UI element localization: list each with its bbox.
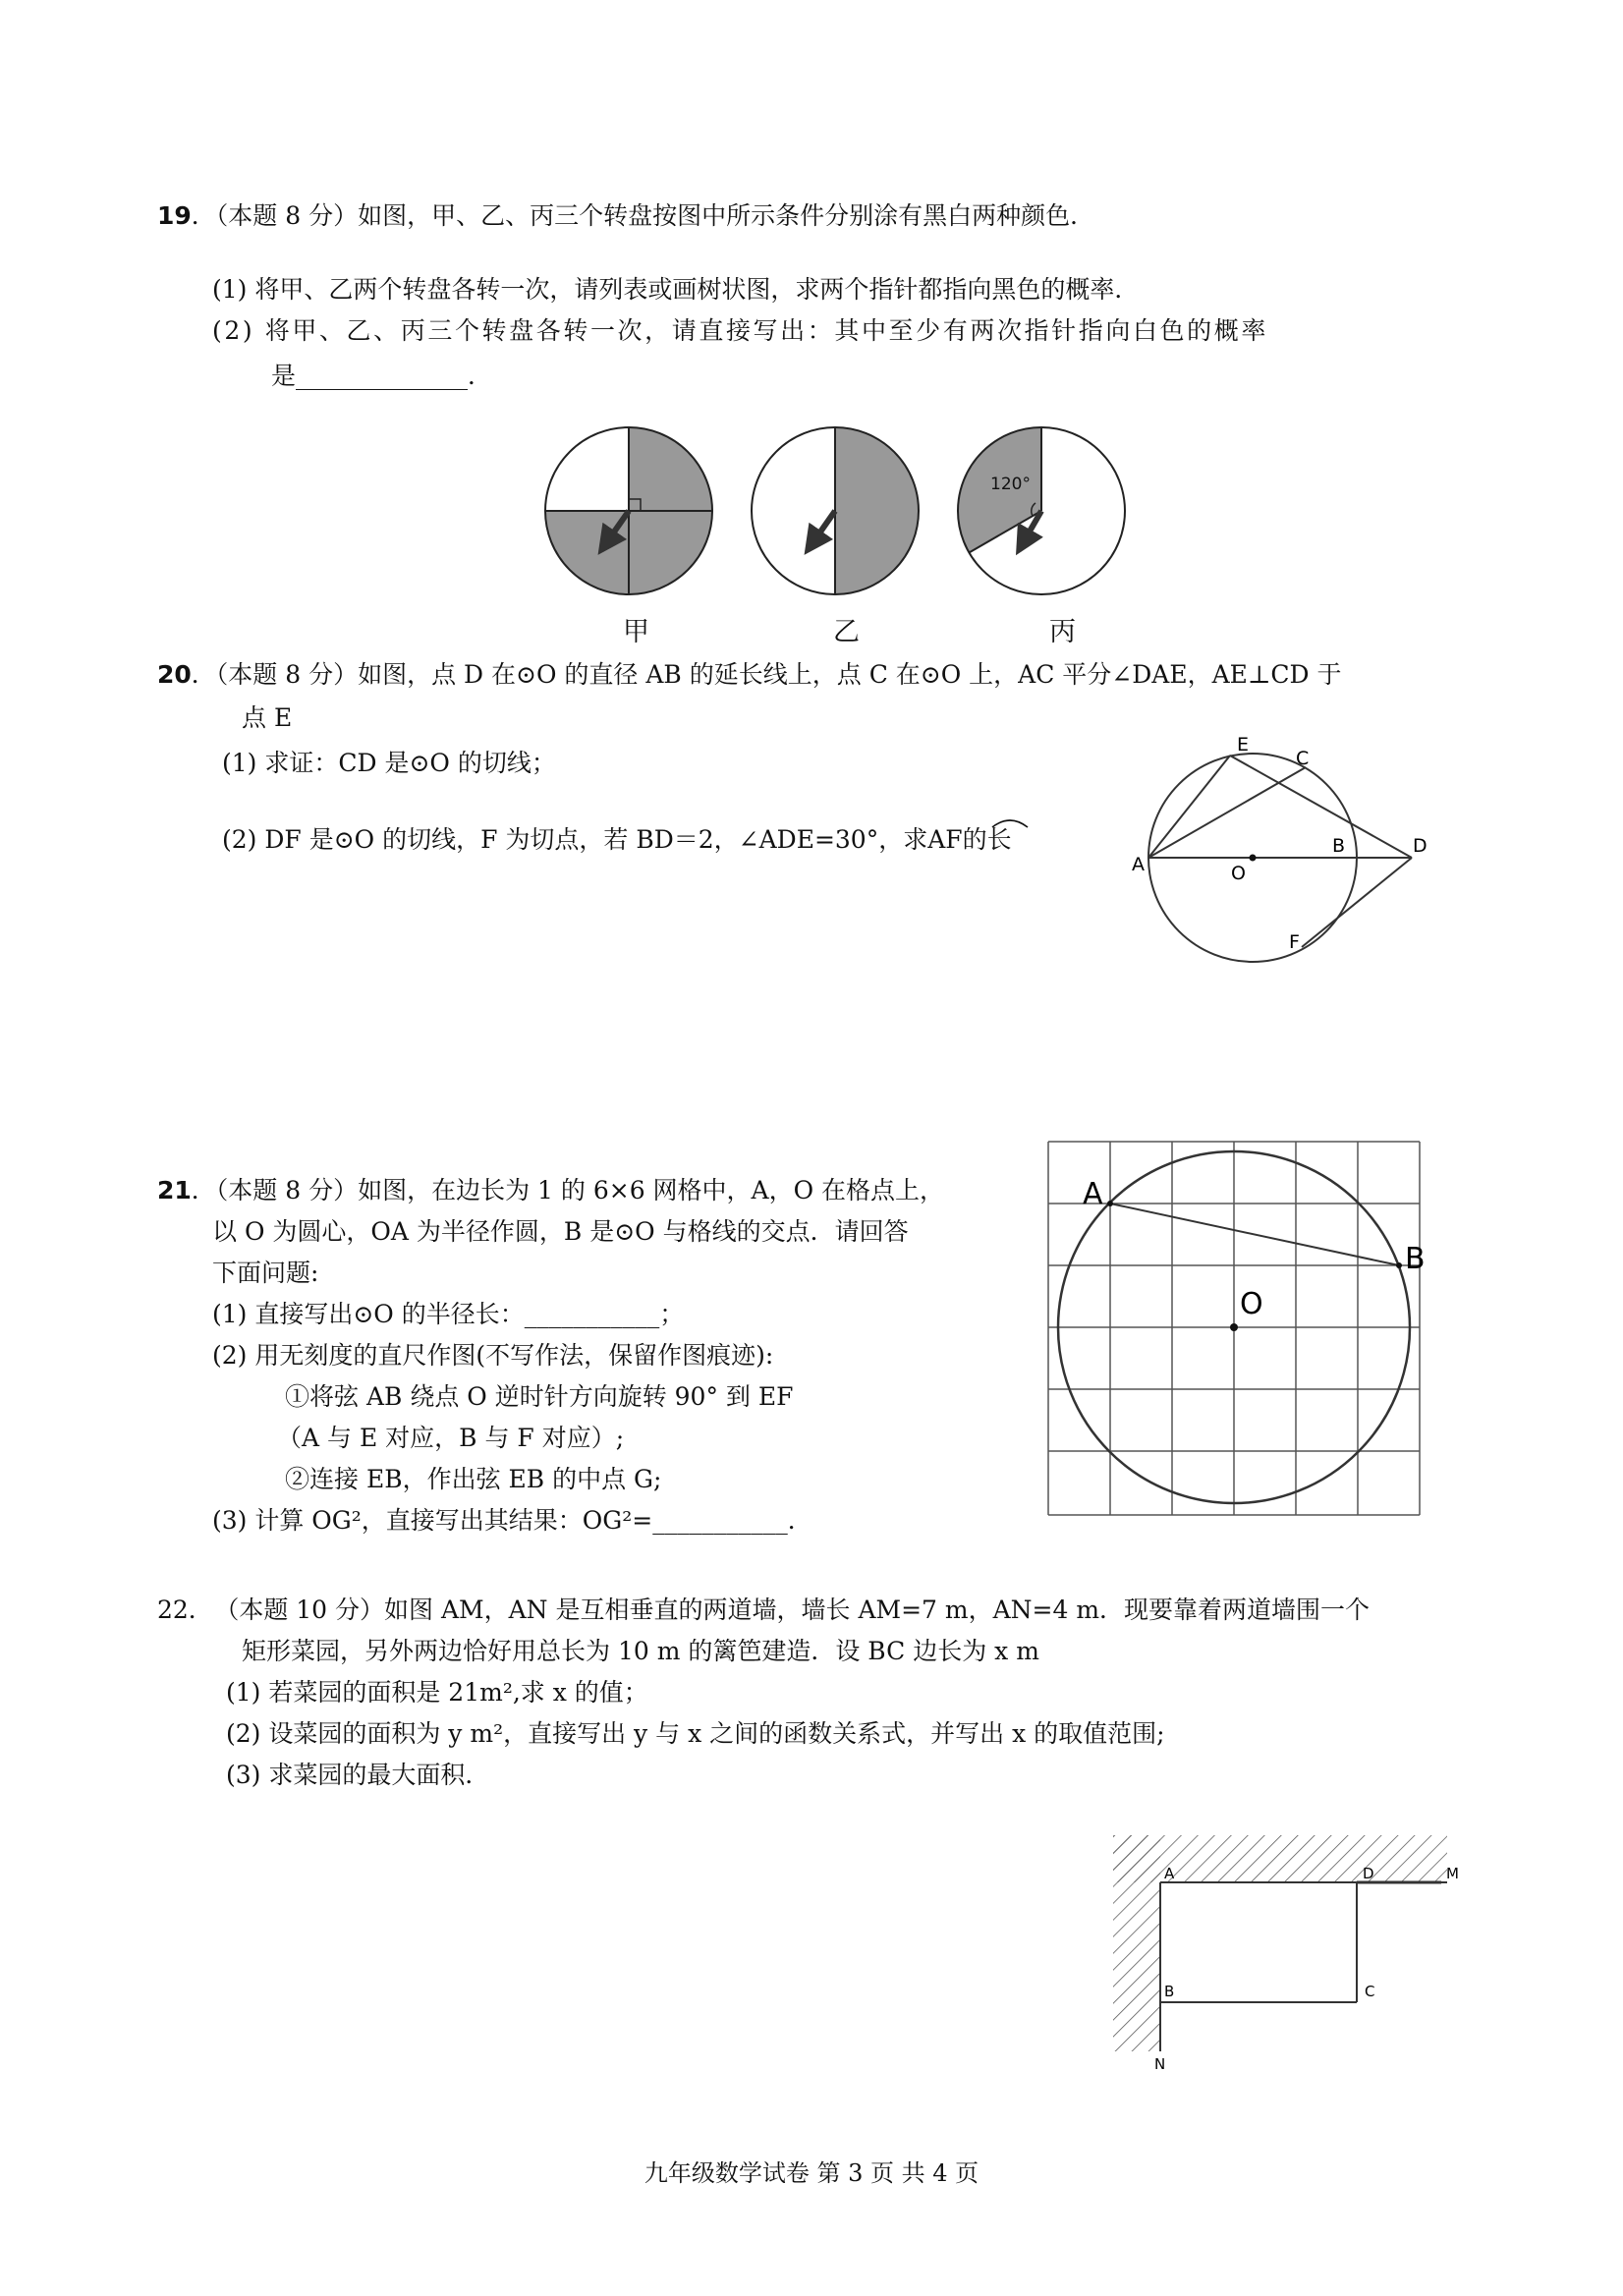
q20-part2: (2) DF 是⊙O 的切线，F 为切点，若 BD＝2，∠ADE=30°，求AF的长: [222, 825, 1012, 854]
q19-header-text: ．（本题 8 分）如图，甲、乙、丙三个转盘按图中所示条件分别涂有黑白两种颜色．: [191, 201, 1095, 230]
arc-af-mark: [990, 817, 1030, 829]
q21-header: [157, 1174, 944, 1207]
q21-part2: (2) 用无刻度的直尺作图(不写作法，保留作图痕迹):: [212, 1341, 774, 1370]
q20-number: 20: [157, 660, 192, 689]
garden-point-a-label: A: [1164, 1865, 1175, 1882]
q19-header: [157, 199, 1094, 233]
q22-garden-figure: [1105, 1827, 1479, 2073]
point-f-label: F: [1289, 931, 1300, 953]
spinner-yi: [752, 427, 919, 594]
point-o-label: O: [1231, 863, 1246, 884]
garden-point-b-label: B: [1164, 1983, 1175, 2000]
q19-spinners-figure: [531, 413, 1140, 648]
grid-point-a-label: A: [1083, 1177, 1103, 1211]
q22-part1: (1) 若菜园的面积是 21m²,求 x 的值；: [226, 1678, 648, 1707]
grid-point-o-label: O: [1240, 1287, 1263, 1321]
q20-header: [157, 658, 1342, 692]
spinner-jia: [545, 427, 712, 594]
q21-line2: 以 O 为圆心，OA 为半径作圆，B 是⊙O 与格线的交点．请回答: [212, 1217, 909, 1246]
q21-header-text: ．（本题 8 分）如图，在边长为 1 的 6×6 网格中，A，O 在格点上，: [191, 1176, 945, 1204]
q21-part3: (3) 计算 OG²，直接写出其结果：OG²=___________．: [212, 1506, 812, 1535]
page-footer: 九年级数学试卷 第 3 页 共 4 页: [644, 2159, 979, 2187]
angle-label: 120°: [990, 475, 1031, 494]
point-c-label: C: [1296, 748, 1310, 769]
q22-header: [157, 1594, 1370, 1627]
grid-point-b-label: B: [1405, 1242, 1426, 1276]
q21-part1: (1) 直接写出⊙O 的半径长：___________；: [212, 1300, 685, 1328]
q19-number: 19: [157, 201, 192, 230]
spinner-label-jia: 甲: [623, 617, 649, 647]
point-d-label: D: [1413, 835, 1427, 857]
q19-part2: (2) 将甲、乙、丙三个转盘各转一次，请直接写出：其中至少有两次指针指向白色的概率: [212, 316, 1268, 345]
spinner-bing: [958, 427, 1125, 594]
q21-step1-note: （A 与 E 对应，B 与 F 对应）;: [277, 1424, 625, 1452]
q21-line3: 下面问题:: [212, 1259, 319, 1287]
point-b-label: B: [1332, 835, 1346, 857]
garden-point-m-label: M: [1446, 1865, 1459, 1882]
garden-point-d-label: D: [1363, 1865, 1374, 1882]
q21-step1: ①将弦 AB 绕点 O 逆时针方向旋转 90° 到 EF: [285, 1382, 794, 1411]
garden-point-n-label: N: [1154, 2055, 1166, 2073]
q22-header-text: （本题 10 分）如图 AM，AN 是互相垂直的两道墙，墙长 AM=7 m，AN=4 m．现要靠着两道墙围一个: [226, 1596, 1371, 1624]
q20-part1: (1) 求证：CD 是⊙O 的切线；: [222, 749, 556, 777]
q22-number: 22．: [157, 1596, 213, 1624]
q19-part1: (1) 将甲、乙两个转盘各转一次，请列表或画树状图，求两个指针都指向黑色的概率．: [212, 275, 1140, 304]
q21-grid-figure: [1041, 1135, 1434, 1528]
q19-part2-answer-line: 是______________．: [271, 362, 493, 390]
spinner-label-yi: 乙: [833, 617, 860, 647]
q21-number: 21: [157, 1176, 192, 1204]
q22-part2: (2) 设菜园的面积为 y m²，直接写出 y 与 x 之间的函数关系式，并写出 x 的取值范围;: [226, 1719, 1165, 1748]
q20-circle-figure: [1132, 727, 1454, 963]
q22-line2: 矩形菜园，另外两边恰好用总长为 10 m 的篱笆建造．设 BC 边长为 x m: [242, 1637, 1039, 1665]
point-a-label: A: [1132, 854, 1145, 875]
q22-part3: (3) 求菜园的最大面积．: [226, 1761, 490, 1789]
q20-header-cont: 点 E: [242, 703, 293, 732]
spinner-label-bing: 丙: [1049, 617, 1076, 647]
q21-step2: ②连接 EB，作出弦 EB 的中点 G;: [285, 1465, 662, 1493]
q20-header-text: ．（本题 8 分）如图，点 D 在⊙O 的直径 AB 的延长线上，点 C 在⊙O 上，AC 平分∠DAE，AE⊥CD 于: [191, 660, 1342, 689]
point-e-label: E: [1237, 734, 1250, 756]
garden-point-c-label: C: [1365, 1983, 1375, 2000]
